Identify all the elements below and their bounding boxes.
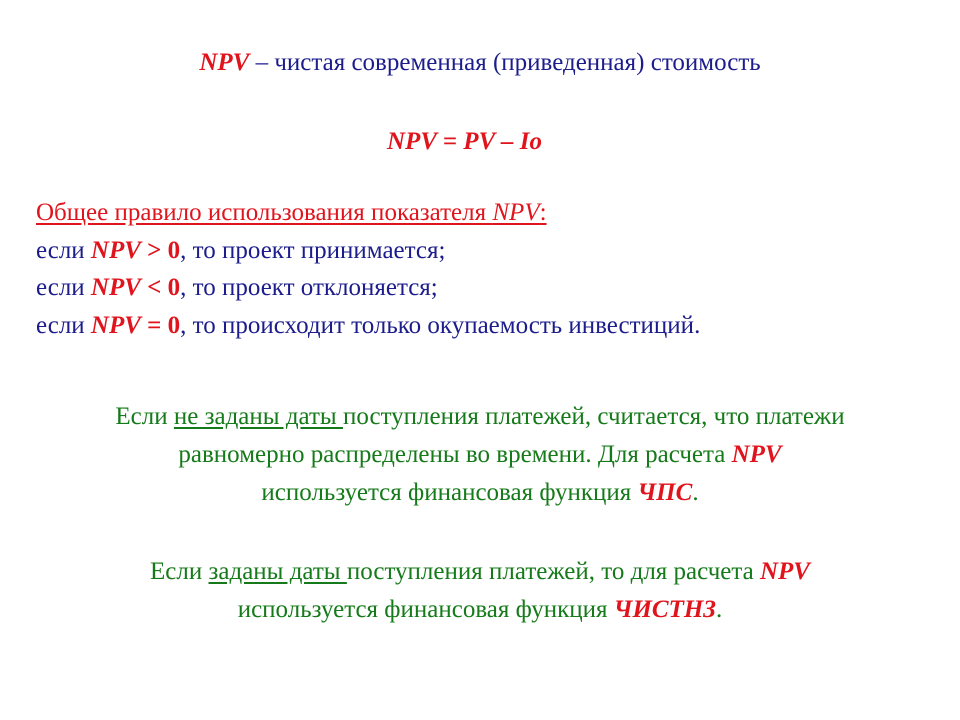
rule-heading-text: Общее правило использования показателя [36,199,493,226]
rule-item-condition: = 0 [140,312,181,339]
slide-title [0,44,960,81]
para1-text: используется финансовая функция [261,479,638,506]
rule-item-text: , то проект принимается; [180,237,446,264]
para1-line3 [0,474,960,511]
para2-text: используется финансовая функция [237,596,614,623]
rule-item-prefix: если [36,274,91,301]
title-npv: NPV [199,49,250,76]
para2-underline: заданы даты [208,558,347,585]
npv-formula: NPV = PV – Io [387,128,543,155]
rule-item [36,269,438,306]
para2-text: поступления платежей, то для расчета [346,558,760,585]
para1-text: Если [115,403,174,430]
function-name-chps: ЧПС [637,479,693,506]
para1-period: . [692,479,699,506]
rule-item-condition: < 0 [140,274,181,301]
rule-item-condition: > 0 [140,237,181,264]
para1-line1 [0,398,960,435]
para2-text: Если [150,558,209,585]
para2-line2 [0,591,960,628]
para2-line1 [0,553,960,590]
rule-item-npv: NPV [90,274,141,301]
rule-item-npv: NPV [90,237,141,264]
para2-npv: NPV [759,558,810,585]
rule-item-text: , то проект отклоняется; [180,274,438,301]
rule-item-text: , то происходит только окупаемость инвестиций. [180,312,701,339]
rule-item-prefix: если [36,312,91,339]
para1-underline: не заданы даты [173,403,343,430]
rule-heading-colon: : [539,199,547,226]
rule-heading [36,194,547,231]
rule-item-npv: NPV [90,312,141,339]
title-text: – чистая современная (приведенная) стоимость [249,49,761,76]
para1-npv: NPV [731,441,782,468]
rule-item-prefix: если [36,237,91,264]
rule-heading-npv: NPV [492,199,540,226]
rule-item [36,307,700,344]
function-name-chistnz: ЧИСТНЗ [613,596,717,623]
para1-text: равномерно распределены во времени. Для расчета [178,441,732,468]
para2-period: . [716,596,723,623]
para1-text: поступления платежей, считается, что платежи [342,403,845,430]
rule-item [36,232,445,269]
para1-line2 [0,436,960,473]
